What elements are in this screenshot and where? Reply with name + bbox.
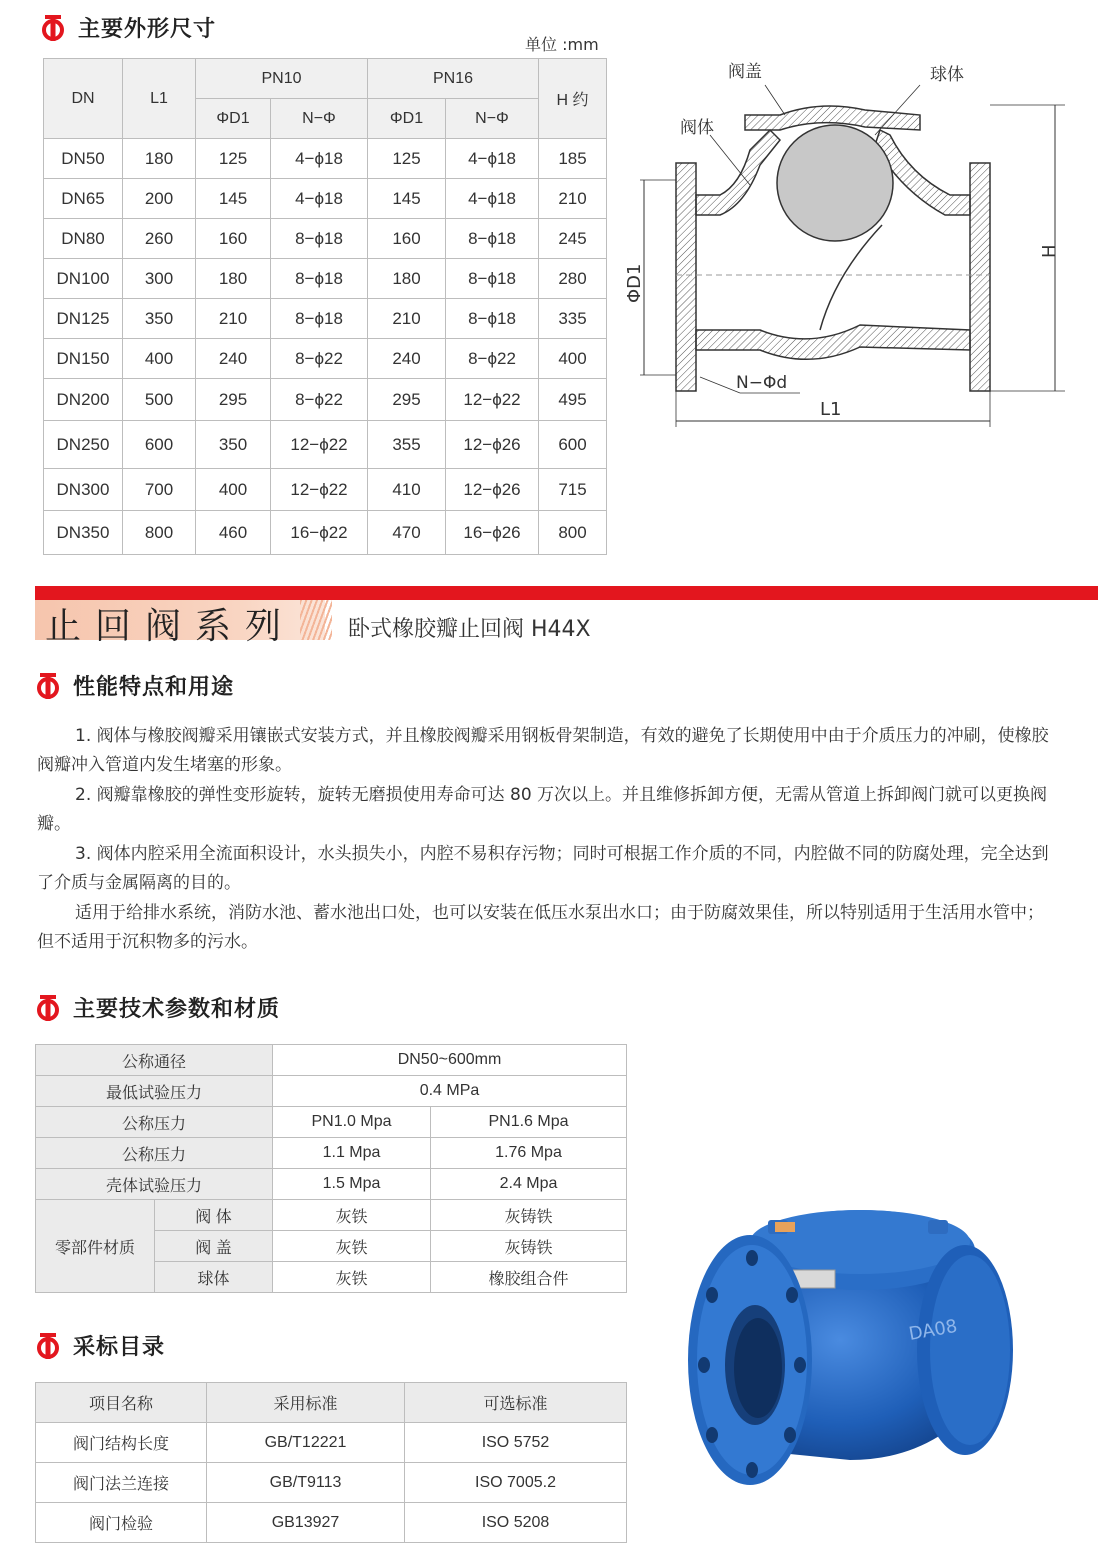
valve-cross-section-diagram: [620, 55, 1098, 435]
feature-paragraph-2: 2. 阀瓣靠橡胶的弹性变形旋转，旋转无磨损使用寿命可达 80 万次以上。并且维修拆卸方便，无需从管道上拆卸阀门就可以更换阀瓣。: [37, 785, 1048, 834]
cell-value: 160: [196, 219, 271, 259]
cell-dn: DN125: [44, 299, 123, 339]
valve-logo-icon: [40, 13, 66, 43]
cell-value: 180: [123, 139, 196, 179]
spec-row: [36, 1200, 627, 1231]
cell-value: 335: [539, 299, 607, 339]
cell-value: 495: [539, 379, 607, 421]
feature-paragraph-3: 3. 阀体内腔采用全流面积设计，水头损失小，内腔不易积存污物；同时可根据工作介质的不同，内腔做不同的防腐处理，完全达到了介质与金属隔离的目的。: [37, 844, 1049, 893]
cell-value: 210: [539, 179, 607, 219]
cell-dn: DN100: [44, 259, 123, 299]
material-label: 零部件材质: [36, 1200, 155, 1293]
cell-value: 145: [368, 179, 446, 219]
header-l1: L1: [123, 59, 196, 139]
cell-value: 8−ϕ18: [446, 299, 539, 339]
section-title: 主要外形尺寸: [78, 17, 217, 42]
cell-value: 8−ϕ18: [271, 259, 368, 299]
cell-value: 800: [539, 511, 607, 555]
cell-dn: DN50: [44, 139, 123, 179]
material-part: 阀 体: [155, 1200, 273, 1231]
valve-product-photo: [680, 1200, 1020, 1500]
series-title: 止回阀系列: [45, 606, 296, 647]
cell-dn: DN200: [44, 379, 123, 421]
cell-dn: DN80: [44, 219, 123, 259]
cell-dn: DN150: [44, 339, 123, 379]
std-value: GB13927: [207, 1503, 405, 1543]
valve-logo-icon: [35, 671, 61, 701]
cell-value: 8−ϕ22: [271, 339, 368, 379]
spec-value: 灰铁: [273, 1262, 431, 1293]
std-item-name: 阀门检验: [36, 1503, 207, 1543]
cell-value: 715: [539, 469, 607, 511]
spec-row: [36, 1169, 627, 1200]
header-n-pn16: N−Φ: [446, 99, 539, 139]
cell-value: 125: [368, 139, 446, 179]
label-ball: 球体: [930, 65, 964, 85]
spec-value: 2.4 Mpa: [431, 1169, 627, 1200]
unit-label: 单位 :mm: [525, 35, 599, 54]
spec-value: 1.1 Mpa: [273, 1138, 431, 1169]
cell-value: 180: [368, 259, 446, 299]
std-value: ISO 5208: [405, 1503, 627, 1543]
standards-row: [36, 1423, 627, 1463]
cell-value: 4−ϕ18: [271, 179, 368, 219]
feature-paragraph-1: 1. 阀体与橡胶阀瓣采用镶嵌式安装方式，并且橡胶阀瓣采用钢板骨架制造，有效的避免了长期使用中由于介质压力的冲刷，使橡胶阀瓣冲入管道内发生堵塞的形象。: [37, 726, 1049, 775]
cell-value: 350: [196, 421, 271, 469]
cell-dn: DN250: [44, 421, 123, 469]
cast-mark: DA08: [907, 1315, 959, 1345]
std-value: ISO 7005.2: [405, 1463, 627, 1503]
spec-label: 公称压力: [36, 1138, 273, 1169]
valve-logo-icon: [35, 1331, 61, 1361]
spec-value: 灰铁: [273, 1231, 431, 1262]
dimensions-row: [44, 511, 607, 555]
label-bonnet: 阀盖: [728, 62, 762, 82]
spec-value: 1.5 Mpa: [273, 1169, 431, 1200]
cell-value: 12−ϕ22: [271, 469, 368, 511]
cell-value: 210: [368, 299, 446, 339]
cell-value: 240: [368, 339, 446, 379]
cell-value: 8−ϕ18: [271, 299, 368, 339]
header-dn: DN: [44, 59, 123, 139]
cell-value: 500: [123, 379, 196, 421]
cell-value: 160: [368, 219, 446, 259]
std-value: GB/T9113: [207, 1463, 405, 1503]
spec-value: PN1.0 Mpa: [273, 1107, 431, 1138]
header-d1-pn16: ΦD1: [368, 99, 446, 139]
spec-table: [35, 1044, 627, 1293]
section-header-dimensions: [40, 12, 216, 43]
dimensions-row: [44, 219, 607, 259]
cell-value: 12−ϕ22: [271, 421, 368, 469]
section-header-features: [35, 670, 234, 701]
cell-value: 400: [196, 469, 271, 511]
spec-row: [36, 1138, 627, 1169]
cell-value: 800: [123, 511, 196, 555]
cell-value: 470: [368, 511, 446, 555]
dimensions-row: [44, 299, 607, 339]
label-h: H: [1039, 244, 1060, 258]
cell-value: 700: [123, 469, 196, 511]
cell-value: 295: [196, 379, 271, 421]
cell-dn: DN350: [44, 511, 123, 555]
cell-value: 8−ϕ22: [271, 379, 368, 421]
cell-value: 295: [368, 379, 446, 421]
cell-value: 12−ϕ26: [446, 469, 539, 511]
label-n-hole: N−Φd: [736, 373, 788, 393]
cell-value: 12−ϕ22: [446, 379, 539, 421]
dimensions-row: [44, 421, 607, 469]
cell-value: 400: [123, 339, 196, 379]
cell-value: 12−ϕ26: [446, 421, 539, 469]
std-value: ISO 5752: [405, 1423, 627, 1463]
standards-table: [35, 1382, 627, 1543]
cell-value: 355: [368, 421, 446, 469]
cell-value: 245: [539, 219, 607, 259]
dimensions-table: [43, 58, 607, 555]
spec-label: 最低试验压力: [36, 1076, 273, 1107]
cell-value: 185: [539, 139, 607, 179]
valve-logo-icon: [35, 993, 61, 1023]
dimensions-row: [44, 139, 607, 179]
dimensions-row: [44, 339, 607, 379]
spec-value: 0.4 MPa: [273, 1076, 627, 1107]
cell-value: 4−ϕ18: [446, 179, 539, 219]
std-header: 采用标准: [207, 1383, 405, 1423]
cell-value: 280: [539, 259, 607, 299]
standards-header-row: [36, 1383, 627, 1423]
section-title: 采标目录: [73, 1335, 166, 1360]
header-h: H 约: [539, 59, 607, 139]
spec-value: 灰铸铁: [431, 1231, 627, 1262]
cell-value: 125: [196, 139, 271, 179]
spec-value: 1.76 Mpa: [431, 1138, 627, 1169]
label-body: 阀体: [680, 118, 714, 138]
spec-value: 灰铸铁: [431, 1200, 627, 1231]
spec-value: DN50~600mm: [273, 1045, 627, 1076]
cell-value: 410: [368, 469, 446, 511]
cell-value: 145: [196, 179, 271, 219]
spec-label: 公称通径: [36, 1045, 273, 1076]
spec-row: [36, 1107, 627, 1138]
spec-value: 灰铁: [273, 1200, 431, 1231]
cell-value: 200: [123, 179, 196, 219]
spec-row: [36, 1045, 627, 1076]
cell-value: 300: [123, 259, 196, 299]
dimensions-row: [44, 259, 607, 299]
cell-value: 210: [196, 299, 271, 339]
cell-value: 16−ϕ22: [271, 511, 368, 555]
header-pn10: PN10: [196, 59, 368, 99]
product-name: 卧式橡胶瓣止回阀 H44X: [348, 617, 591, 642]
cell-value: 400: [539, 339, 607, 379]
header-n-pn10: N−Φ: [271, 99, 368, 139]
std-header: 可选标准: [405, 1383, 627, 1423]
spec-value: PN1.6 Mpa: [431, 1107, 627, 1138]
feature-paragraph-4: 适用于给排水系统，消防水池、蓄水池出口处，也可以安装在低压水泵出水口；由于防腐效果佳，所以特别适用于生活用水管中；但不适用于沉积物多的污水。: [37, 903, 1044, 952]
cell-dn: DN300: [44, 469, 123, 511]
std-value: GB/T12221: [207, 1423, 405, 1463]
cell-value: 240: [196, 339, 271, 379]
standards-row: [36, 1463, 627, 1503]
cell-value: 8−ϕ18: [446, 259, 539, 299]
cell-value: 16−ϕ26: [446, 511, 539, 555]
cell-dn: DN65: [44, 179, 123, 219]
cell-value: 460: [196, 511, 271, 555]
dimensions-row: [44, 179, 607, 219]
standards-row: [36, 1503, 627, 1543]
section-title: 性能特点和用途: [73, 675, 235, 700]
header-d1-pn10: ΦD1: [196, 99, 271, 139]
cell-value: 350: [123, 299, 196, 339]
cell-value: 8−ϕ18: [271, 219, 368, 259]
spec-label: 壳体试验压力: [36, 1169, 273, 1200]
label-d1: ΦD1: [624, 263, 645, 303]
section-header-standards: [35, 1330, 165, 1361]
section-title: 主要技术参数和材质: [73, 997, 281, 1022]
std-header: 项目名称: [36, 1383, 207, 1423]
material-part: 球体: [155, 1262, 273, 1293]
spec-value: 橡胶组合件: [431, 1262, 627, 1293]
cell-value: 180: [196, 259, 271, 299]
spec-row: [36, 1076, 627, 1107]
std-item-name: 阀门法兰连接: [36, 1463, 207, 1503]
cell-value: 4−ϕ18: [271, 139, 368, 179]
spec-label: 公称压力: [36, 1107, 273, 1138]
cell-value: 260: [123, 219, 196, 259]
cell-value: 8−ϕ22: [446, 339, 539, 379]
dimensions-row: [44, 379, 607, 421]
dimensions-row: [44, 469, 607, 511]
std-item-name: 阀门结构长度: [36, 1423, 207, 1463]
banner-stripes: [300, 600, 332, 640]
label-l1: L1: [820, 399, 842, 420]
cell-value: 600: [539, 421, 607, 469]
cell-value: 600: [123, 421, 196, 469]
section-header-spec: [35, 992, 280, 1023]
cell-value: 4−ϕ18: [446, 139, 539, 179]
material-part: 阀 盖: [155, 1231, 273, 1262]
cell-value: 8−ϕ18: [446, 219, 539, 259]
header-pn16: PN16: [368, 59, 539, 99]
